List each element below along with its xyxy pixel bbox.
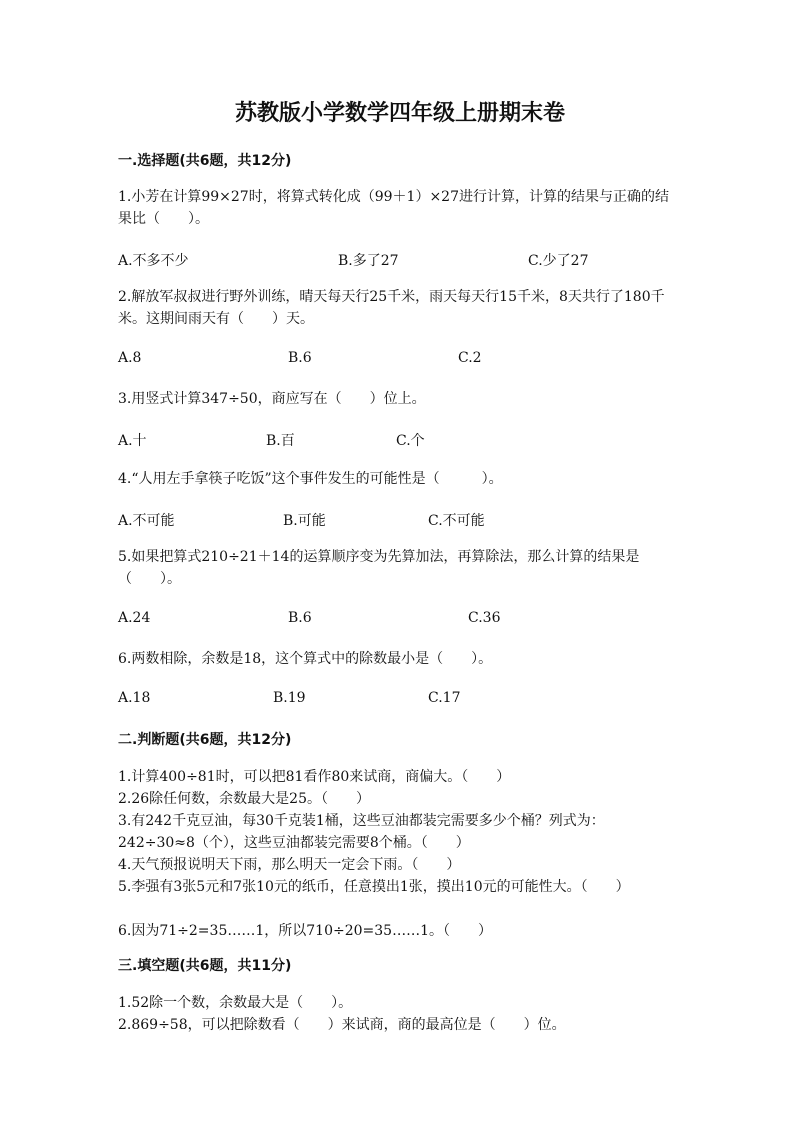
question-6: 6.两数相除，余数是18，这个算式中的除数最小是（ ）。 — [118, 651, 493, 667]
judge-item-3: 3.有242千克豆油，每30千克装1桶，这些豆油都装完需要多少个桶？列式为：242÷30≈8（个），这些豆油都装完需要8个桶。（ ） — [118, 813, 605, 851]
option-4b: B.可能 — [283, 513, 326, 529]
option-1c: C.少了27 — [528, 253, 589, 269]
option-2a: A.8 — [118, 350, 142, 366]
option-3c: C.个 — [396, 433, 425, 449]
question-2: 2.解放军叔叔进行野外训练，晴天每天行25千米，雨天每天行15千米，8天共行了180千米。这期间雨天有（ ）天。 — [118, 289, 665, 327]
option-4a: A.不可能 — [118, 513, 175, 529]
option-5b: B.6 — [288, 610, 312, 626]
section-heading-fill: 三.填空题(共6题，共11分) — [118, 958, 292, 974]
option-2c: C.2 — [458, 350, 482, 366]
question-5: 5.如果把算式210÷21＋14的运算顺序变为先算加法，再算除法，那么计算的结果是（ ）。 — [118, 549, 640, 587]
fill-item-1: 1.52除一个数，余数最大是（ ）。 — [118, 995, 353, 1011]
option-6a: A.18 — [118, 690, 151, 706]
option-5a: A.24 — [118, 610, 151, 626]
question-4: 4.“人用左手拿筷子吃饭”这个事件发生的可能性是（ ）。 — [118, 471, 503, 487]
option-4c: C.不可能 — [428, 513, 485, 529]
judge-item-6: 6.因为71÷2=35……1，所以710÷20=35……1。（ ） — [118, 923, 492, 939]
section-heading-judge: 二.判断题(共6题，共12分) — [118, 732, 292, 748]
judge-item-2: 2.26除任何数，余数最大是25。（ ） — [118, 791, 370, 807]
option-3b: B.百 — [266, 433, 295, 449]
judge-item-4: 4.天气预报说明天下雨，那么明天一定会下雨。（ ） — [118, 857, 461, 873]
question-1: 1.小芳在计算99×27时，将算式转化成（99＋1）×27进行计算，计算的结果与正确的结果比（ ）。 — [118, 189, 669, 227]
option-3a: A.十 — [118, 433, 147, 449]
option-6b: B.19 — [273, 690, 306, 706]
option-2b: B.6 — [288, 350, 312, 366]
option-6c: C.17 — [428, 690, 461, 706]
question-3: 3.用竖式计算347÷50，商应写在（ ）位上。 — [118, 391, 426, 407]
page-title: 苏教版小学数学四年级上册期末卷 — [234, 101, 565, 126]
judge-item-5: 5.李强有3张5元和7张10元的纸币，任意摸出1张，摸出10元的可能性大。（ ） — [118, 879, 630, 895]
option-1b: B.多了27 — [338, 253, 399, 269]
section-heading-choice: 一.选择题(共6题，共12分) — [118, 153, 292, 169]
option-5c: C.36 — [468, 610, 501, 626]
fill-item-2: 2.869÷58，可以把除数看（ ）来试商，商的最高位是（ ）位。 — [118, 1017, 566, 1033]
judge-item-1: 1.计算400÷81时，可以把81看作80来试商，商偏大。（ ） — [118, 769, 511, 785]
option-1a: A.不多不少 — [118, 253, 189, 269]
